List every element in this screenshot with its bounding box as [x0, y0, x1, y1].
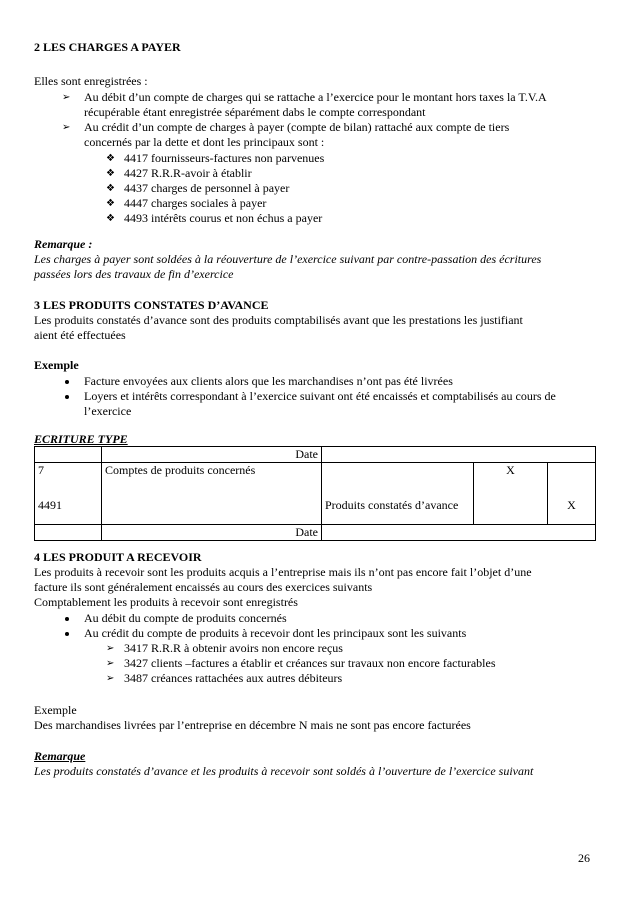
- debit-account-label: Comptes de produits concernés: [102, 463, 322, 525]
- section3-desc-line1: Les produits constatés d’avance sont des produits comptabilisés avant que les prestations les justifiant: [34, 313, 523, 327]
- section4-account-item: 3417 R.R.R à obtenir avoirs non encore reçus: [124, 641, 343, 655]
- diamond-bullet-icon: ❖: [106, 198, 115, 209]
- section4-desc-line1: Les produits à recevoir sont les produits acquis a l’entreprise mais ils n’ont pas encore fait l’objet d’une: [34, 565, 532, 579]
- arrow-bullet-icon: ➢: [106, 673, 115, 684]
- section3-desc-line2: aient été effectuées: [34, 328, 126, 342]
- table-row: [35, 463, 596, 525]
- round-bullet-icon: [65, 632, 69, 636]
- section3-example2-line2: l’exercice: [84, 404, 132, 418]
- round-bullet-icon: [65, 380, 69, 384]
- date-footer: Date: [102, 525, 322, 541]
- section2-remark-line1: Les charges à payer sont soldées à la réouverture de l’exercice suivant par contre-passation des écritures: [34, 252, 542, 266]
- section2-account-item: 4447 charges sociales à payer: [124, 196, 267, 210]
- section4-example-title: Exemple: [34, 703, 77, 717]
- section2-account-item: 4417 fournisseurs-factures non parvenues: [124, 151, 325, 165]
- section2-bullet1-line2: récupérable étant enregistrée séparément dabs le compte correspondant: [84, 105, 426, 119]
- section2-bullet2-line2: concernés par la dette et dont les principaux sont :: [84, 135, 325, 149]
- diamond-bullet-icon: ❖: [106, 213, 115, 224]
- arrow-bullet-icon: ➢: [62, 92, 71, 103]
- section4-account-item: 3487 créances rattachées aux autres débiteurs: [124, 671, 343, 685]
- section3-title: 3 LES PRODUITS CONSTATES D’AVANCE: [34, 298, 269, 312]
- date-header: Date: [102, 447, 322, 463]
- credit-account-label: Produits constatés d’avance: [325, 498, 459, 512]
- section2-intro: Elles sont enregistrées :: [34, 74, 148, 88]
- account-number: 4491: [38, 498, 62, 512]
- entry-type-title: ECRITURE TYPE: [34, 432, 128, 446]
- page-number: 26: [578, 851, 590, 865]
- section2-bullet2-line1: Au crédit d’un compte de charges à payer (compte de bilan) rattaché aux compte de tiers: [84, 120, 510, 134]
- section3-example1: Facture envoyées aux clients alors que les marchandises n’ont pas été livrées: [84, 374, 453, 388]
- section2-account-item: 4427 R.R.R-avoir à établir: [124, 166, 252, 180]
- section2-title: 2 LES CHARGES A PAYER: [34, 40, 181, 54]
- arrow-bullet-icon: ➢: [106, 643, 115, 654]
- section4-bullet2: Au crédit du compte de produits à recevoir dont les principaux sont les suivants: [84, 626, 467, 640]
- section4-remark-text: Les produits constatés d’avance et les produits à recevoir sont soldés à l’ouverture de l’exercice suivant: [34, 764, 534, 778]
- journal-entry-table: [34, 446, 596, 541]
- diamond-bullet-icon: ❖: [106, 168, 115, 179]
- table-row: [35, 525, 596, 541]
- section2-remark-line2: passées lors des travaux de fin d’exercice: [34, 267, 234, 281]
- diamond-bullet-icon: ❖: [106, 153, 115, 164]
- section2-account-item: 4437 charges de personnel à payer: [124, 181, 290, 195]
- section2-account-item: 4493 intérêts courus et non échus a payer: [124, 211, 323, 225]
- arrow-bullet-icon: ➢: [106, 658, 115, 669]
- round-bullet-icon: [65, 395, 69, 399]
- section2-remark-title: Remarque :: [34, 237, 93, 251]
- section4-example-text: Des marchandises livrées par l’entreprise en décembre N mais ne sont pas encore facturées: [34, 718, 471, 732]
- section4-remark-title: Remarque: [34, 749, 86, 763]
- section4-account-item: 3427 clients –factures a établir et créances sur travaux non encore facturables: [124, 656, 496, 670]
- section3-example-title: Exemple: [34, 358, 79, 372]
- credit-mark: X: [567, 498, 576, 512]
- section4-title: 4 LES PRODUIT A RECEVOIR: [34, 550, 202, 564]
- table-row: [35, 447, 596, 463]
- section4-desc-line2: facture ils sont généralement encaissés au cours des exercices suivants: [34, 580, 373, 594]
- section3-example2-line1: Loyers et intérêts correspondant à l’exercice suivant ont été encaissés et comptabilisés au cours de: [84, 389, 556, 403]
- debit-mark: X: [474, 463, 548, 525]
- diamond-bullet-icon: ❖: [106, 183, 115, 194]
- arrow-bullet-icon: ➢: [62, 122, 71, 133]
- section2-bullet1-line1: Au débit d’un compte de charges qui se rattache a l’exercice pour le montant hors taxes la T.V.A: [84, 90, 547, 104]
- round-bullet-icon: [65, 617, 69, 621]
- section4-bullet1: Au débit du compte de produits concernés: [84, 611, 287, 625]
- section4-desc-line3: Comptablement les produits à recevoir sont enregistrés: [34, 595, 298, 609]
- account-number: 7: [38, 463, 44, 477]
